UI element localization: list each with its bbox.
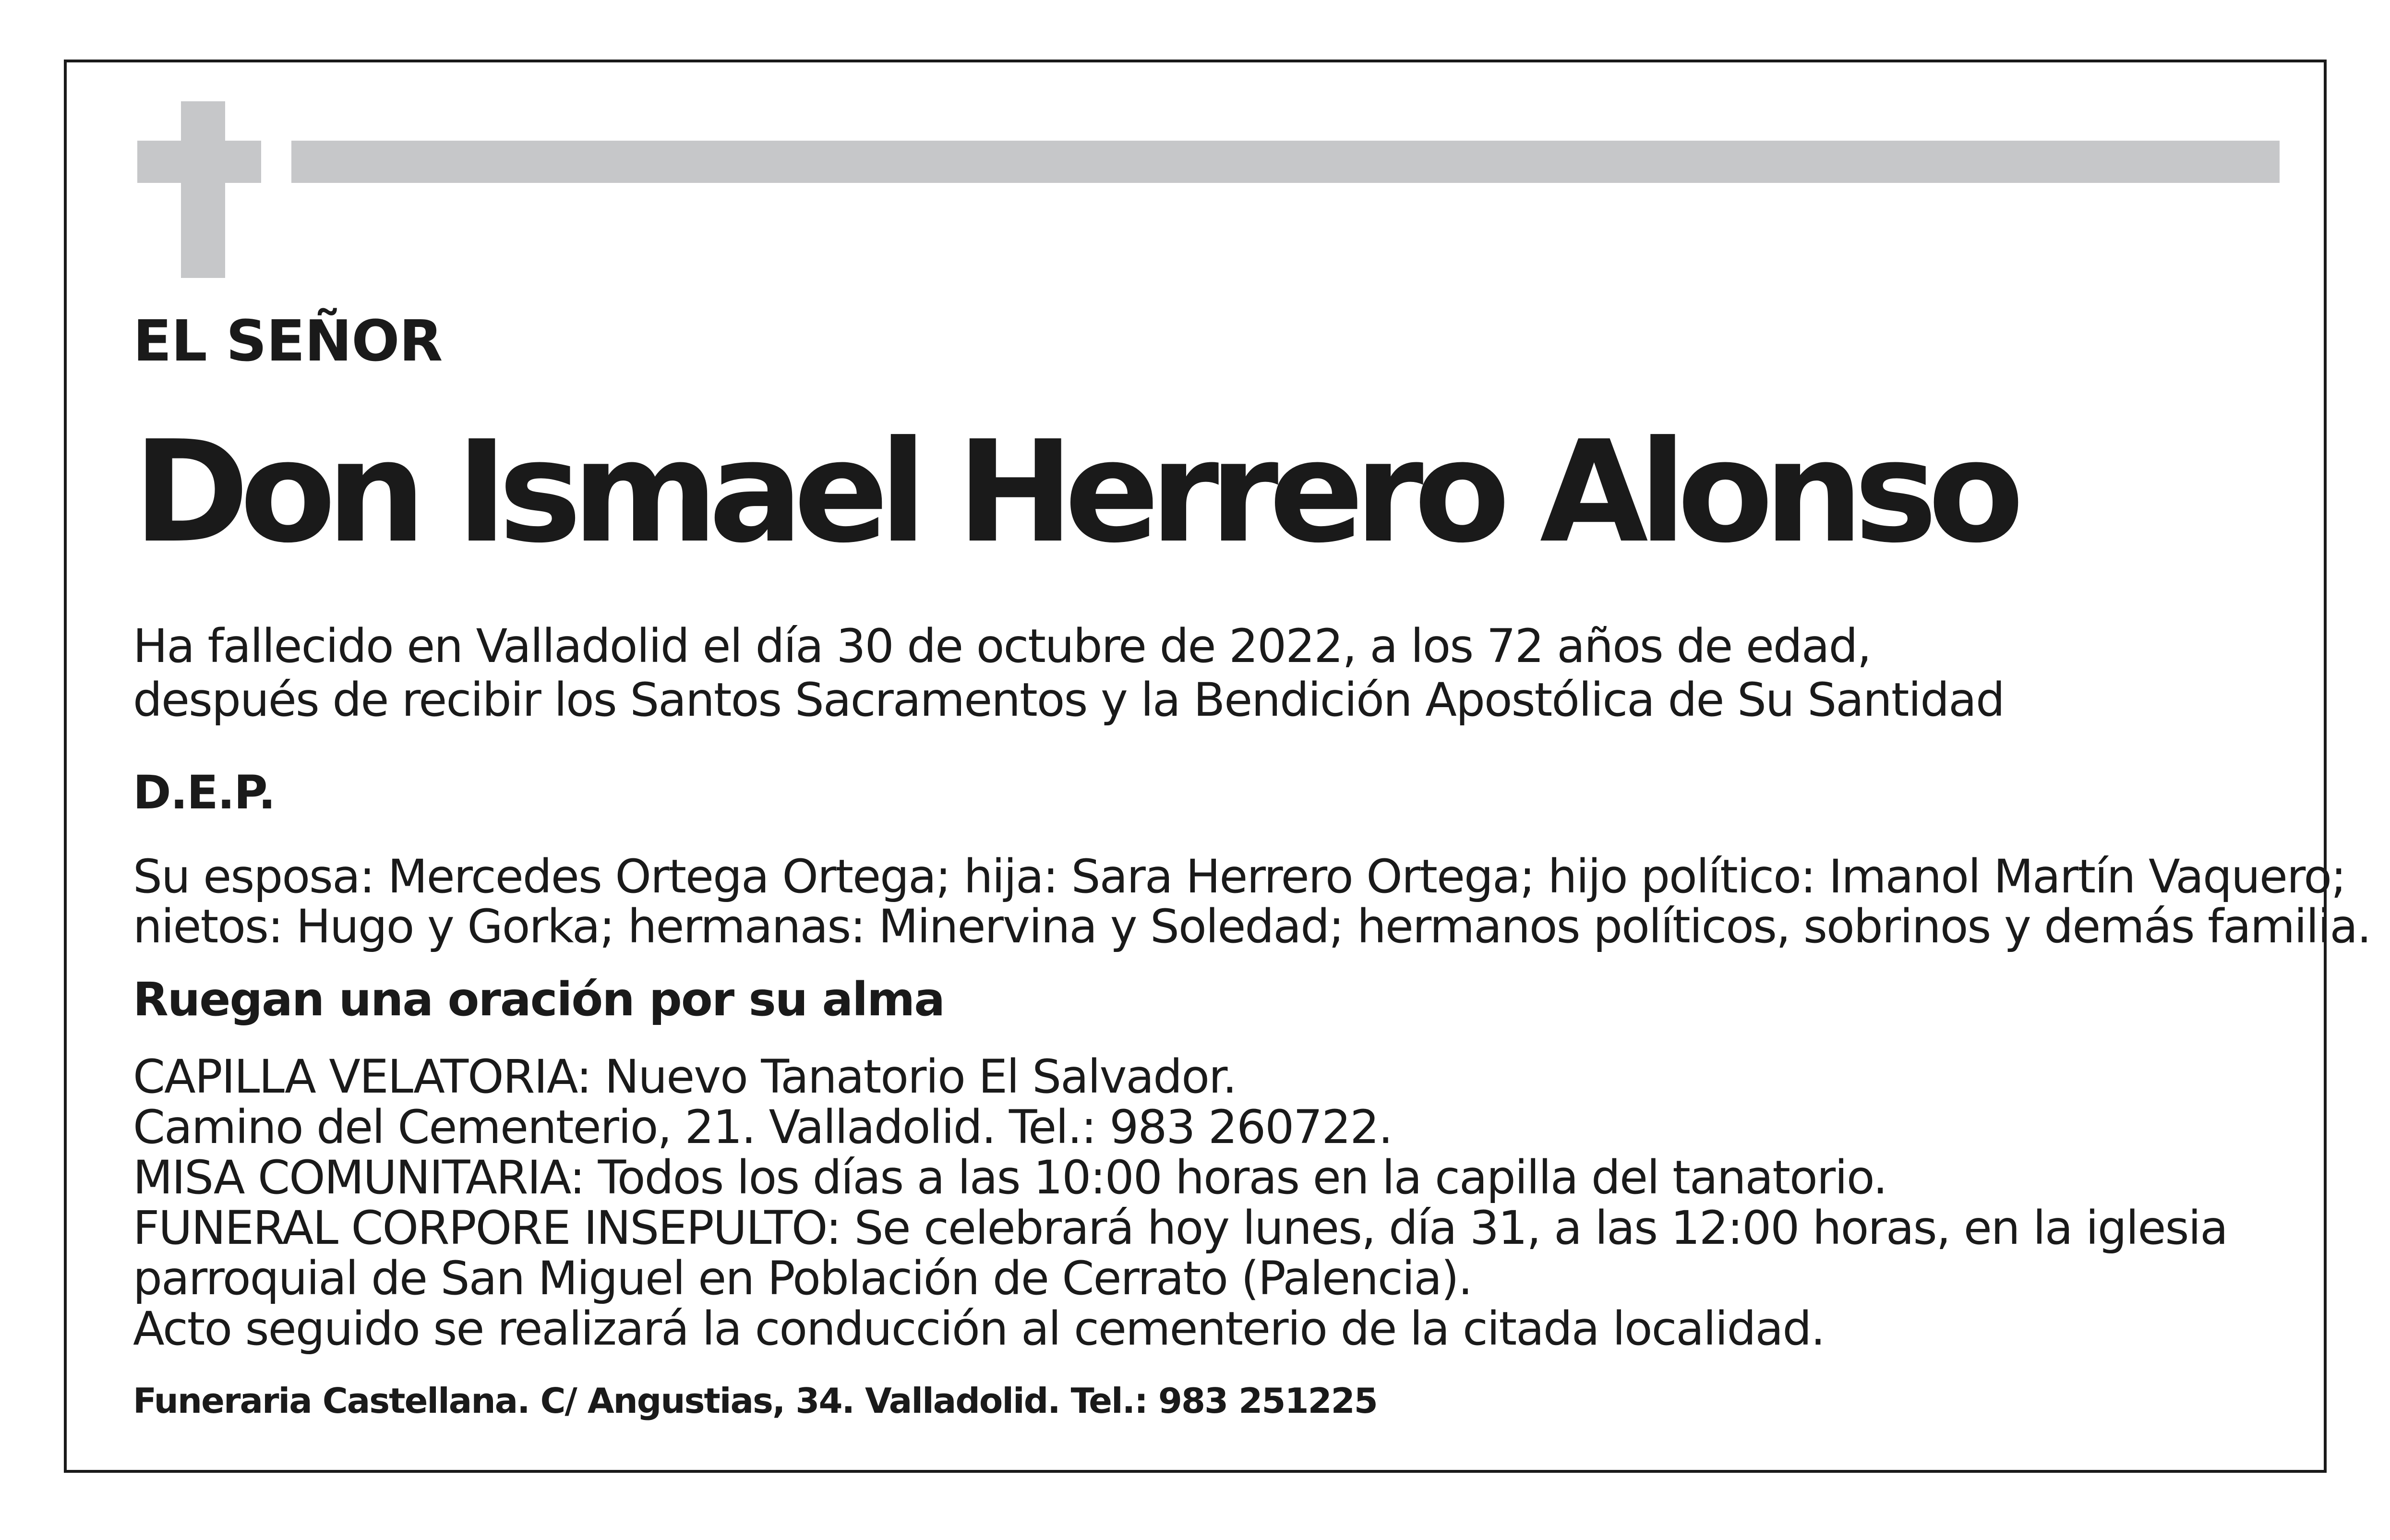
family-line-1: Su esposa: Mercedes Ortega Ortega; hija: Sara Herrero Ortega; hijo político: Imanol Martín Vaquero; bbox=[133, 850, 2346, 903]
rip-text: D.E.P. bbox=[133, 766, 275, 819]
death-line-1: Ha fallecido en Valladolid el día 30 de octubre de 2022, a los 72 años de edad, bbox=[133, 619, 1871, 673]
cross-vertical-beam bbox=[181, 101, 225, 278]
funeral-home-info: Funeraria Castellana. C/ Angustias, 34. Valladolid. Tel.: 983 251225 bbox=[133, 1381, 1377, 1421]
service-line-2: Camino del Cementerio, 21. Valladolid. Tel.: 983 260722. bbox=[133, 1100, 1393, 1154]
prayer-request: Ruegan una oración por su alma bbox=[133, 973, 944, 1026]
family-line-2: nietos: Hugo y Gorka; hermanas: Minervina y Soledad; hermanos políticos, sobrinos y demás familia. bbox=[133, 900, 2371, 953]
honorific-title: EL SEÑOR bbox=[133, 308, 443, 374]
service-line-5: parroquial de San Miguel en Población de Cerrato (Palencia). bbox=[133, 1251, 1472, 1305]
cross-horizontal-beam bbox=[137, 141, 261, 183]
service-line-6: Acto seguido se realizará la conducción al cementerio de la citada localidad. bbox=[133, 1302, 1825, 1356]
deceased-name: Don Ismael Herrero Alonso bbox=[133, 410, 2015, 574]
death-line-2: después de recibir los Santos Sacramentos y la Bendición Apostólica de Su Santidad bbox=[133, 673, 2004, 727]
service-line-4: FUNERAL CORPORE INSEPULTO: Se celebrará hoy lunes, día 31, a las 12:00 horas, en la iglesia bbox=[133, 1201, 2227, 1255]
header-rule-bar bbox=[291, 141, 2280, 183]
service-line-1: CAPILLA VELATORIA: Nuevo Tanatorio El Salvador. bbox=[133, 1050, 1237, 1104]
service-line-3: MISA COMUNITARIA: Todos los días a las 10:00 horas en la capilla del tanatorio. bbox=[133, 1151, 1887, 1204]
